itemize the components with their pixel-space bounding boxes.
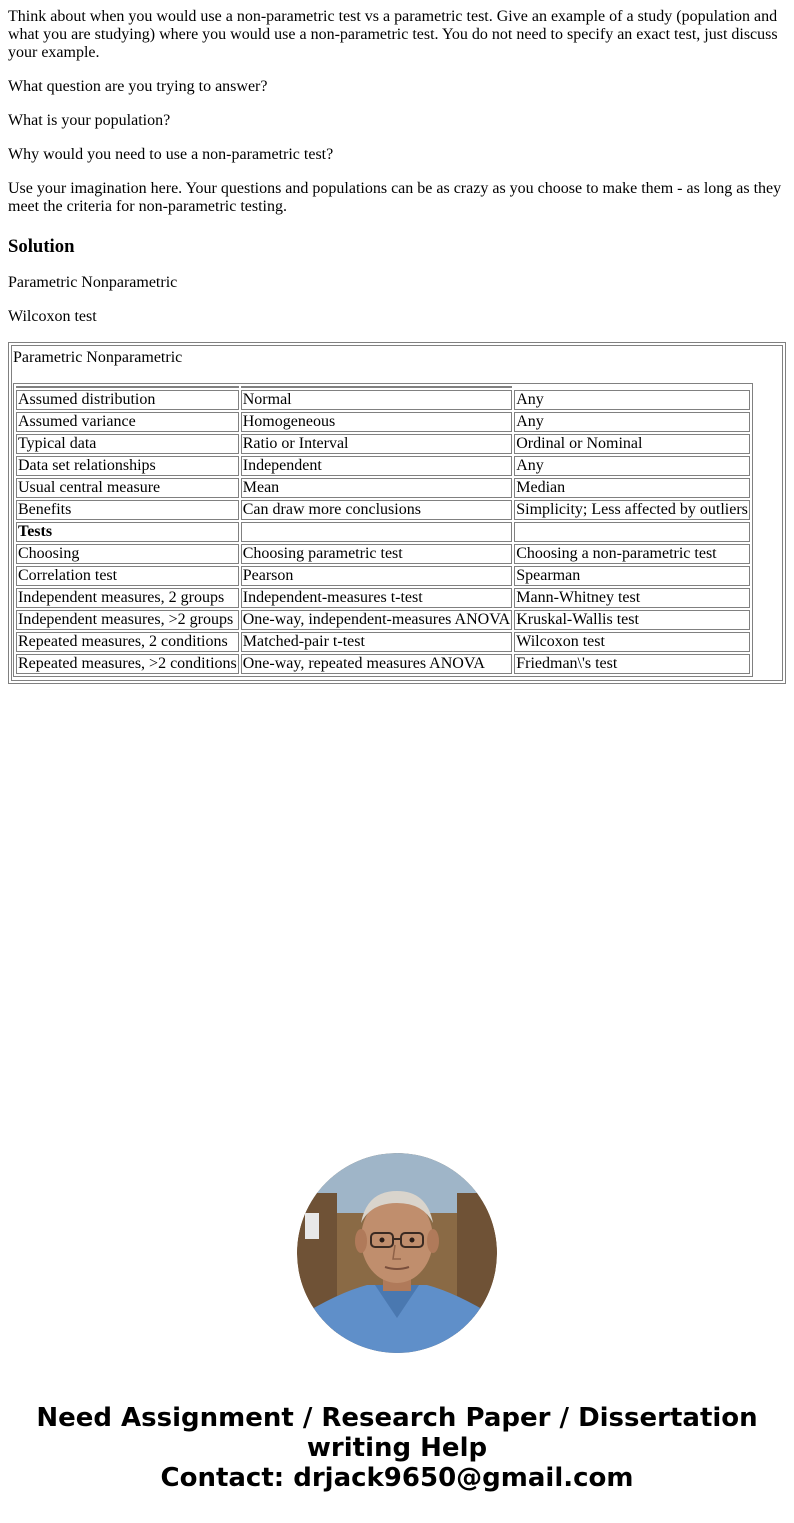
parametric-cell: Choosing parametric test: [241, 544, 512, 564]
table-row: [16, 500, 750, 520]
solution-line-1: Parametric Nonparametric: [8, 274, 178, 291]
table-row: [16, 610, 750, 630]
cta-contact-email: Contact: drjack9650@gmail.com: [160, 1463, 634, 1493]
nonparametric-cell: Simplicity; Less affected by outliers: [516, 501, 748, 518]
nonparametric-cell: Wilcoxon test: [514, 632, 750, 652]
question-imagination: Use your imagination here. Your questions and populations can be as crazy as you choose to make them - as long as they meet the criteria for non-parametric testing.: [8, 180, 782, 215]
row-label: Usual central measure: [16, 478, 239, 498]
parametric-cell: [241, 522, 512, 542]
table-row: [16, 632, 750, 652]
table-row: [16, 412, 750, 432]
page-content: [0, 0, 794, 684]
row-label: Choosing: [16, 544, 239, 564]
nonparametric-cell: Ordinal or Nominal: [514, 434, 750, 454]
table-title: Parametric Nonparametric: [13, 349, 183, 366]
table-row: [16, 588, 750, 608]
parametric-cell: Can draw more conclusions: [241, 500, 512, 520]
author-footer: [0, 1153, 794, 1353]
parametric-cell: Independent-measures t-test: [241, 588, 512, 608]
nonparametric-cell: Median: [514, 478, 750, 498]
parametric-cell: Mean: [241, 478, 512, 498]
question-population: What is your population?: [8, 112, 171, 129]
comparison-outer-table: [8, 342, 786, 684]
row-label: Typical data: [16, 434, 239, 454]
parametric-cell: Homogeneous: [241, 412, 512, 432]
nonparametric-cell: [514, 522, 750, 542]
solution-heading: Solution: [8, 236, 75, 257]
row-label: Assumed distribution: [16, 390, 239, 410]
table-row: [16, 390, 750, 410]
nonparametric-cell: Any: [514, 412, 750, 432]
parametric-cell: One-way, independent-measures ANOVA: [242, 611, 511, 628]
table-row-tests-header: [16, 522, 750, 542]
row-label: Correlation test: [16, 566, 239, 586]
question-what: What question are you trying to answer?: [8, 78, 268, 95]
row-label: Repeated measures, >2 conditions: [18, 655, 237, 672]
table-row: [16, 434, 750, 454]
table-row: [16, 456, 750, 476]
table-row: [16, 654, 750, 674]
nonparametric-cell: Mann-Whitney test: [514, 588, 750, 608]
parametric-cell: Ratio or Interval: [241, 434, 512, 454]
nonparametric-cell: Choosing a non-parametric test: [514, 544, 750, 564]
parametric-cell: Pearson: [241, 566, 512, 586]
nonparametric-cell: Any: [514, 390, 750, 410]
row-label: Benefits: [16, 500, 239, 520]
row-label: Independent measures, 2 groups: [16, 588, 239, 608]
table-row: [16, 566, 750, 586]
outer-cell: [11, 345, 783, 681]
row-label: Independent measures, >2 groups: [16, 610, 239, 630]
nonparametric-cell: Any: [514, 456, 750, 476]
row-label: Repeated measures, 2 conditions: [16, 632, 239, 652]
cta-line-1: Need Assignment / Research Paper / Dissertation: [36, 1403, 758, 1433]
solution-line-2: Wilcoxon test: [8, 308, 97, 325]
person-portrait-icon: [297, 1153, 497, 1353]
table-row: [16, 544, 750, 564]
nonparametric-cell: Spearman: [514, 566, 750, 586]
parametric-cell: Matched-pair t-test: [241, 632, 512, 652]
question-intro: Think about when you would use a non-parametric test vs a parametric test. Give an example of a study (population and what you are studying) where you would use a non-parametric test. You do not need to specify an exact test, just discuss your example.: [8, 8, 778, 61]
nonparametric-cell: Friedman\'s test: [514, 654, 750, 674]
parametric-cell: Normal: [241, 390, 512, 410]
comparison-table: [13, 383, 753, 677]
tests-heading: Tests: [16, 522, 239, 542]
table-top-rule: [16, 386, 750, 388]
parametric-cell: One-way, repeated measures ANOVA: [241, 654, 512, 674]
contact-banner: [0, 1403, 794, 1493]
question-why: Why would you need to use a non-parametric test?: [8, 146, 334, 163]
nonparametric-cell: Kruskal-Wallis test: [514, 610, 750, 630]
row-label: Assumed variance: [16, 412, 239, 432]
parametric-cell: Independent: [241, 456, 512, 476]
row-label: Data set relationships: [16, 456, 239, 476]
table-row: [16, 478, 750, 498]
cta-line-2: writing Help: [306, 1433, 488, 1463]
